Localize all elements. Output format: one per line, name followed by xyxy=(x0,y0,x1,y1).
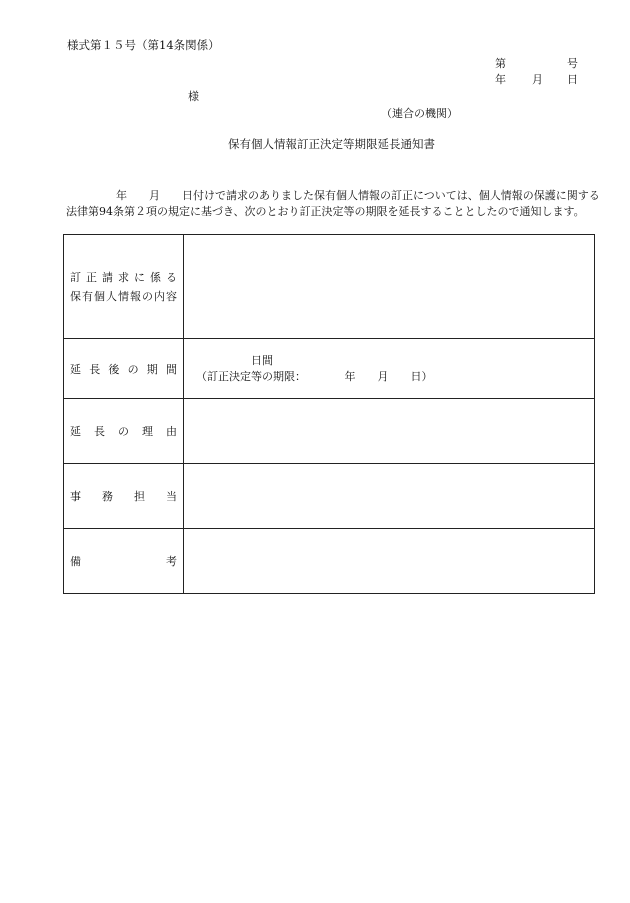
addressee-suffix: 様 xyxy=(188,90,199,103)
label-char: に xyxy=(134,270,145,284)
label-char: 個 xyxy=(94,289,105,303)
label-line xyxy=(70,361,177,377)
label-extended-period xyxy=(64,339,184,399)
table-row xyxy=(64,235,595,339)
date-day-label: 日 xyxy=(567,73,578,86)
label-char: 報 xyxy=(130,289,141,303)
label-char: 考 xyxy=(166,555,177,568)
label-char: の xyxy=(127,362,139,376)
label-remarks xyxy=(64,529,184,594)
label-char: 請 xyxy=(102,270,113,284)
label-char: 理 xyxy=(142,425,153,438)
table-row xyxy=(64,464,595,529)
value-office-contact[interactable] xyxy=(184,464,595,529)
value-correction-target[interactable] xyxy=(184,235,595,339)
date-year-label: 年 xyxy=(495,73,506,86)
label-char: 事 xyxy=(70,490,81,503)
label-char: 延 xyxy=(70,362,81,376)
table-row xyxy=(64,339,595,399)
label-char: 訂 xyxy=(70,270,81,284)
label-char: 担 xyxy=(134,490,145,503)
document-title: 保有個人情報訂正決定等期限延長通知書 xyxy=(228,137,435,151)
body-paragraph: 年 月 日付けで請求のありました保有個人情報の訂正については、個人情報の保護に関する法律第94条第２項の規定に基づき、次のとおり訂正決定等の期限を延長することとしたので通知します。 xyxy=(66,189,600,218)
date-month-label: 月 xyxy=(532,73,543,86)
label-extension-reason xyxy=(64,399,184,464)
label-char: の xyxy=(118,425,129,438)
doc-number-suffix: 号 xyxy=(567,57,578,70)
label-char: 保 xyxy=(70,289,81,303)
label-char: 正 xyxy=(86,270,97,284)
label-char: 務 xyxy=(102,490,113,503)
label-char: 人 xyxy=(106,289,117,303)
issuer: （連合の機関） xyxy=(381,107,458,120)
label-char: 長 xyxy=(89,362,101,376)
label-char: 当 xyxy=(166,490,177,503)
label-char: 後 xyxy=(108,362,120,376)
period-days-label: 日間 xyxy=(251,354,273,367)
value-remarks[interactable] xyxy=(184,529,595,594)
label-char: 長 xyxy=(94,425,105,438)
details-table xyxy=(63,234,595,594)
label-line xyxy=(70,268,177,287)
label-char: 求 xyxy=(118,270,129,284)
period-deadline-label: （訂正決定等の期限： 年 月 日） xyxy=(196,370,433,383)
label-char: 有 xyxy=(82,289,93,303)
label-char: 係 xyxy=(150,270,161,284)
label-char: 内 xyxy=(154,289,165,303)
label-office-contact xyxy=(64,464,184,529)
label-correction-target xyxy=(64,235,184,339)
label-line xyxy=(70,287,177,306)
label-char: 期 xyxy=(146,362,158,376)
label-char: 由 xyxy=(166,425,177,438)
label-char: 容 xyxy=(166,289,177,303)
label-char: の xyxy=(142,289,153,303)
label-line xyxy=(70,553,177,569)
value-extended-period[interactable] xyxy=(184,339,595,399)
form-number: 様式第１５号（第14条関係） xyxy=(67,38,220,52)
label-char: 備 xyxy=(70,555,81,568)
label-char: 情 xyxy=(118,289,129,303)
label-line xyxy=(70,423,177,439)
doc-number-prefix: 第 xyxy=(495,57,506,70)
label-char: 間 xyxy=(165,362,177,376)
table-row xyxy=(64,399,595,464)
value-extension-reason[interactable] xyxy=(184,399,595,464)
table-row xyxy=(64,529,595,594)
label-char: る xyxy=(166,270,177,284)
label-char: 延 xyxy=(70,425,81,438)
label-line xyxy=(70,488,177,504)
